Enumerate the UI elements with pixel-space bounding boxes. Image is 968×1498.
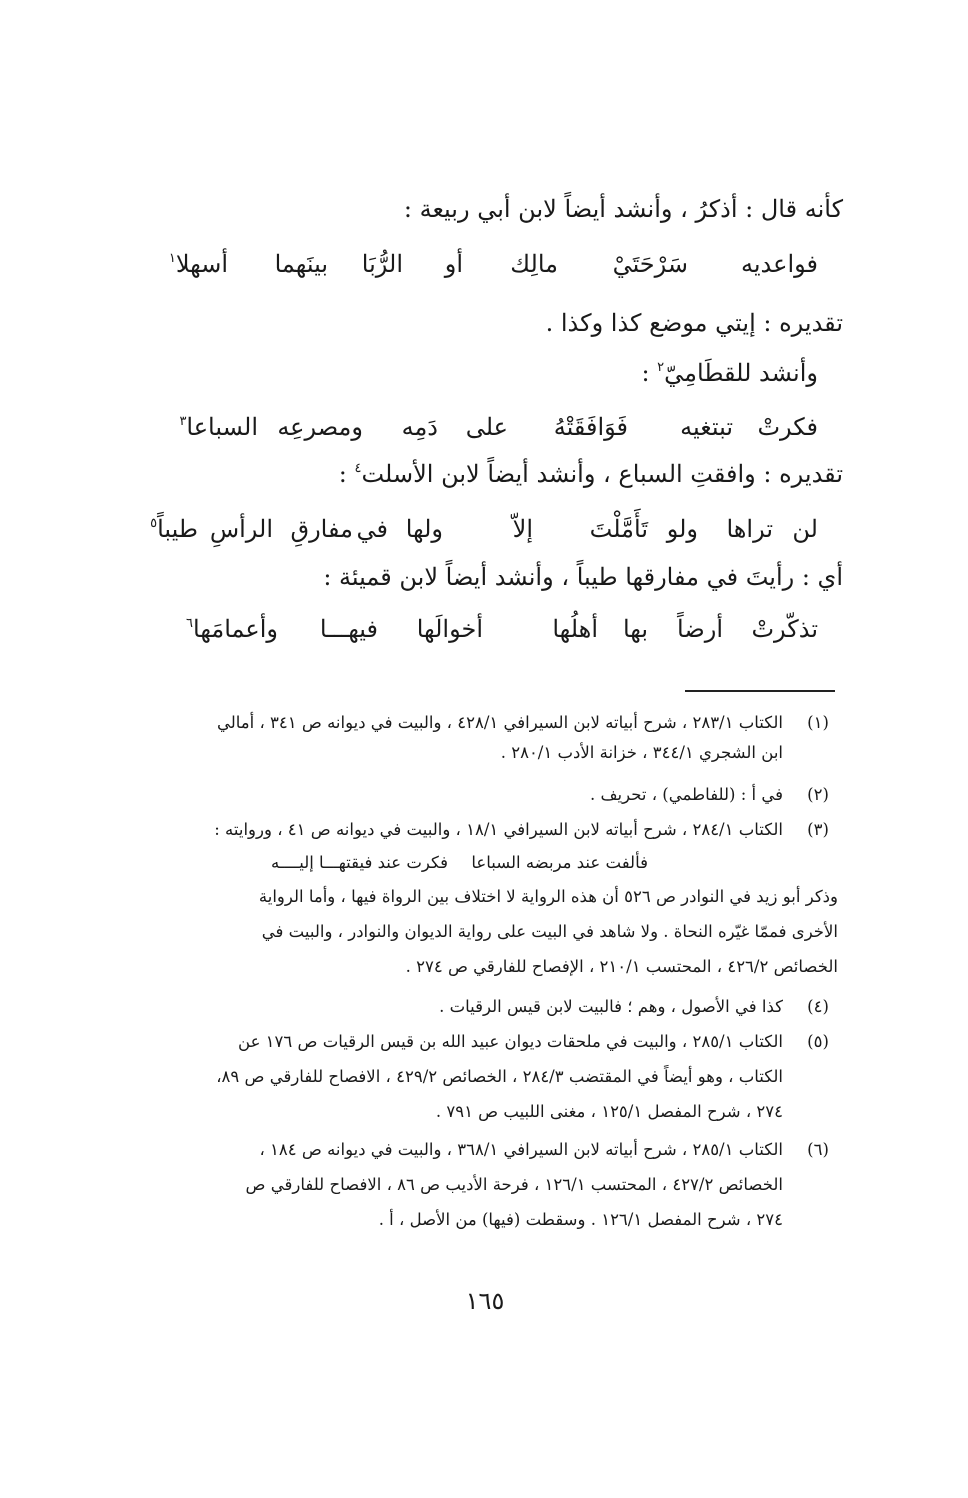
footnote-3-line-3: الأخرى فممّا غيّره النحاة . ولا شاهد في البيت على رواية الديوان والنوادر ، والبيت في: [261, 922, 838, 941]
page-number: ١٦٥: [465, 1287, 505, 1315]
verse-4-word-6: فيهـــا: [319, 615, 378, 643]
footnote-5-line-2: الكتاب ، وهو أيضاً في المقتضب ٢٨٤/٣ ، الخصائص ٤٢٩/٢ ، الافصاح للفارقي ص ٨٩،: [216, 1067, 783, 1086]
footnote-6-line-3: ٢٧٤ ، شرح المفصل ١٢٦/١ . وسقطت (فيها) من الأصل ، أ .: [378, 1210, 783, 1229]
verse-4-word-5: أخوالَها: [416, 615, 483, 643]
verse-1-word-3: مالِك: [510, 250, 558, 278]
verse-1: [118, 247, 818, 281]
verse-2-word-5: دَمِه: [401, 413, 438, 441]
verse-3-word-1: لن: [792, 515, 818, 543]
footnote-4-line-1: كذا في الأصول ، وهم ؛ فالبيت لابن قيس الرقيات .: [439, 997, 783, 1016]
verse-2: [118, 410, 818, 444]
verse-4: [118, 612, 818, 646]
verse-3-word-3: ولو: [666, 515, 698, 543]
verse-2-word-4: على: [465, 413, 508, 441]
verse-2-word-6: ومصرعِه: [277, 413, 363, 441]
verse-3-word-7: في: [356, 515, 388, 543]
footnote-2-line-1: في أ : (للفاطمي) ، تحريف .: [589, 785, 783, 804]
verse-3-word-10: طيباً$^٥$: [150, 515, 198, 543]
footnote-5-number: (٥): [807, 1032, 829, 1051]
body-line-5: أي : رأيتَ في مفارقها طيباً ، وأنشد أيضاً لابن قميئة :: [323, 563, 843, 591]
footnote-6-line-2: الخصائص ٤٢٧/٢ ، المحتسب ١٢٦/١ ، فرحة الأديب ص ٨٦ ، الافصاح للفارقي ص: [245, 1175, 783, 1194]
footnote-3-number: (٣): [807, 820, 829, 839]
footnote-2-number: (٢): [807, 785, 829, 804]
verse-4-word-1: تذكّرتْ: [751, 615, 818, 643]
verse-2-word-1: فكرتْ: [757, 413, 818, 441]
footnote-3-line-1: الكتاب ٢٨٤/١ ، شرح أبياته لابن السيرافي ١٨/١ ، والبيت في ديوانه ص ٤١ ، وروايته :: [214, 820, 783, 839]
body-line-4: تقديره : وافقتِ السباع ، وأنشد أيضاً لابن الأسلت$^٤$ :: [338, 460, 843, 488]
footnote-ref-4[interactable]: ٤: [354, 461, 362, 476]
verse-1-word-2: سَرْحَتَيْ: [612, 250, 688, 278]
verse-1-word-6: بينَهما: [274, 250, 328, 278]
footnote-3-line-4: الخصائص ٤٢٦/٢ ، المحتسب ٢١٠/١ ، الإفصاح للفارقي ص ٢٧٤ .: [405, 957, 838, 976]
footnote-1-line-1: الكتاب ٢٨٣/١ ، شرح أبياته لابن السيرافي ٤٢٨/١ ، والبيت في ديوانه ص ٣٤١ ، أمالي: [217, 713, 783, 732]
verse-3-word-8: مفارقِ: [290, 515, 353, 543]
footnote-ref-6[interactable]: ٦: [186, 616, 193, 631]
verse-4-word-4: أهلُها: [552, 615, 598, 643]
verse-4-word-3: بها: [622, 615, 648, 643]
footnote-3-verse-hemistich-1: فكرت عند فيقتهـــا إليــــه: [271, 853, 448, 872]
footnote-1-number: (١): [807, 713, 829, 732]
footnote-3-line-2: وذكر أبو زيد في النوادر ص ٥٢٦ أن هذه الرواية لا اختلاف بين الرواة فيها ، وأما الرواية: [258, 887, 838, 906]
verse-3-word-2: تراها: [726, 515, 773, 543]
footnote-3-verse-hemistich-2: فألفت عند مربضه السباعا: [471, 853, 648, 872]
footnote-6-line-1: الكتاب ٢٨٥/١ ، شرح أبياته لابن السيرافي ٣٦٨/١ ، والبيت في ديوانه ص ١٨٤ ،: [259, 1140, 783, 1159]
footnote-5-line-3: ٢٧٤ ، شرح المفصل ١٢٥/١ ، مغنى اللبيب ص ٧٩١ .: [435, 1102, 783, 1121]
verse-3-word-9: الرأسِ: [209, 515, 273, 543]
footnote-ref-1[interactable]: ١: [168, 251, 176, 266]
verse-1-word-7: أسهلا$^١$: [168, 250, 228, 278]
verse-2-word-3: فَوَافَقَتْهُ: [553, 413, 628, 441]
verse-4-word-2: أرضاً: [677, 615, 723, 643]
footnote-separator: [685, 690, 835, 692]
footnote-5-line-1: الكتاب ٢٨٥/١ ، والبيت في ملحقات ديوان عبيد الله بن قيس الرقيات ص ١٧٦ عن: [238, 1032, 783, 1051]
verse-2-word-2: تبتغيه: [680, 413, 733, 441]
footnote-1-line-2: ابن الشجري ٣٤٤/١ ، خزانة الأدب ٢٨٠/١ .: [500, 743, 783, 762]
footnote-ref-5[interactable]: ٥: [150, 516, 158, 531]
body-line-3: وأنشد للقطَامِيّ$^٢$ :: [641, 359, 818, 387]
verse-3-word-5: إلاّ: [512, 515, 533, 543]
verse-2-word-7: السباعا$^٣$: [179, 413, 258, 441]
verse-3: [118, 512, 818, 546]
verse-3-word-4: تَأَمَّلْتَ: [589, 515, 648, 543]
footnote-4-number: (٤): [807, 997, 829, 1016]
body-line-2: تقديره : إيتي موضع كذا وكذا .: [545, 309, 843, 337]
body-line-1: كأنه قال : أذكرُ ، وأنشد أيضاً لابن أبي ربيعة :: [403, 195, 843, 223]
verse-4-word-7: وأعمامَها$^٦$: [186, 615, 278, 643]
footnote-ref-3[interactable]: ٣: [179, 414, 187, 429]
verse-1-word-4: أو: [444, 250, 463, 278]
verse-3-word-6: ولها: [405, 515, 443, 543]
verse-1-word-5: الرُّبَا: [361, 250, 403, 278]
footnote-6-number: (٦): [807, 1140, 829, 1159]
verse-1-word-1: فواعديه: [740, 250, 818, 278]
footnote-ref-2[interactable]: ٢: [657, 360, 665, 375]
